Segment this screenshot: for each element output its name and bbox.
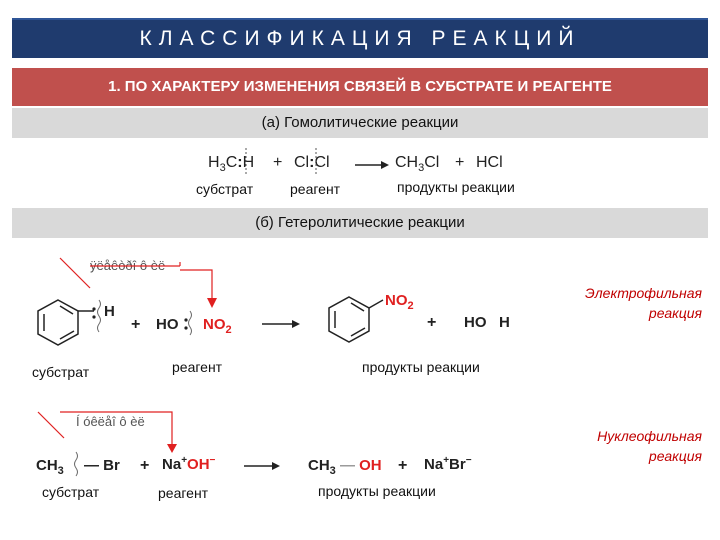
bond-break-wavy-reagent [184,311,191,335]
product-nitro-group: $NO_2$ [385,292,414,312]
nitro-group: $NO_2$ [203,316,232,336]
electrophilic-type-line2: реакция [648,305,702,321]
electrophile-pointer [60,258,217,308]
hydroxyl-group: HO [156,316,179,333]
homolytic-title: (а) Гомолитические реакции [261,114,459,131]
plus-sign: + [131,316,141,333]
plus-sign: + [140,457,150,474]
electrophile-garbled-label: ÿëåêòðî ô èë [90,258,166,273]
electrophilic-arrow [262,320,300,328]
homolytic-bond-break [246,148,316,176]
bromine-atom: — Br [84,457,120,474]
homolytic-arrow [355,161,389,169]
water-product: HO H [464,314,510,331]
homolytic-reagent-label: реагент [290,181,341,197]
plus-sign: + [273,154,283,171]
homolytic-substrate-formula: $H_3C:H$ [208,154,255,175]
page-title: КЛАССИФИКАЦИЯ РЕАКЦИЙ [139,27,581,50]
bond-break-wavy-substrate [92,300,100,332]
electrophilic-type-line1: Электрофильная [585,285,702,301]
nucleophilic-reagent-label: реагент [158,485,209,501]
electrophilic-reagent-label: реагент [172,359,223,375]
methanol-product: $CH_3$ — OH [308,457,382,477]
benzene-ring-product [329,297,383,342]
homolytic-product-1: $CH_3Cl$ [395,154,440,175]
benzene-ring-substrate [38,300,94,345]
page-subtitle: 1. ПО ХАРАКТЕРУ ИЗМЕНЕНИЯ СВЯЗЕЙ В СУБСТРАТЕ И РЕАГЕНТЕ [108,78,612,95]
plus-sign: + [427,314,437,331]
electrophilic-substrate-label: субстрат [32,364,90,380]
homolytic-products-label: продукты реакции [397,179,515,195]
homolytic-reagent-formula: Cl:Cl [294,154,330,171]
benzene-hydrogen: H [104,303,115,320]
nucleophilic-arrow [244,462,280,470]
nucleophilic-products-label: продукты реакции [318,483,436,499]
sodium-hydroxide: Na+OH− [162,455,216,473]
nucleophilic-substrate-label: субстрат [42,484,100,500]
methyl-group: $CH_3$ [36,457,64,477]
plus-sign: + [398,457,408,474]
homolytic-substrate-label: субстрат [196,181,254,197]
nucleophile-pointer [38,412,177,453]
nucleophile-garbled-label: Í óêëåî ô èë [76,414,145,429]
nucleophilic-type-line2: реакция [648,448,702,464]
sodium-bromide: Na+Br− [424,455,472,473]
electrophilic-products-label: продукты реакции [362,359,480,375]
bond-break-wavy-ch3br [75,452,78,476]
homolytic-product-2: HCl [476,154,503,171]
heterolytic-title: (б) Гетеролитические реакции [255,214,465,231]
plus-sign: + [455,154,465,171]
nucleophilic-type-line1: Нуклеофильная [597,428,702,444]
